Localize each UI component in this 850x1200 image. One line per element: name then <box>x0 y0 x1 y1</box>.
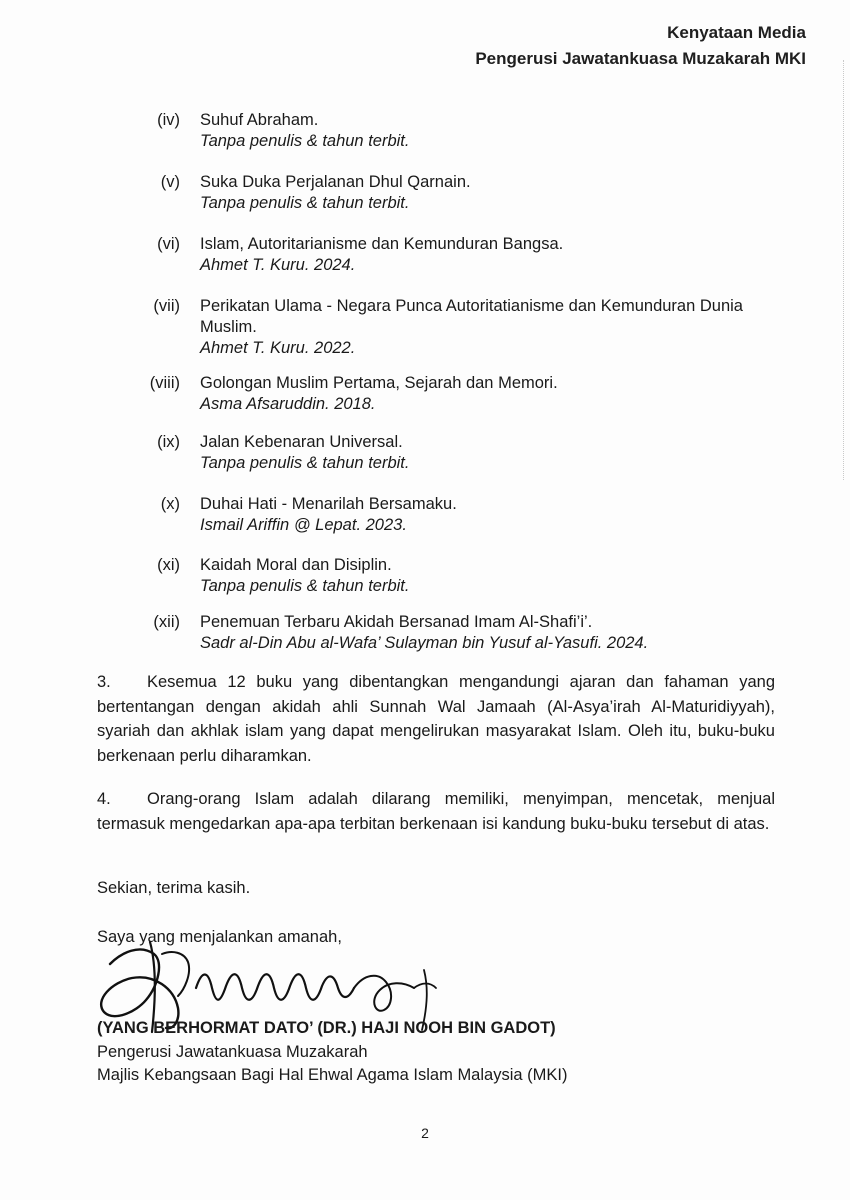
signer-organization: Majlis Kebangsaan Bagi Hal Ehwal Agama Islam Malaysia (MKI) <box>97 1066 568 1084</box>
reference-number: (iv) <box>157 111 180 129</box>
reference-number: (xii) <box>153 613 180 631</box>
document-header <box>475 20 806 72</box>
reference-title: Penemuan Terbaru Akidah Bersanad Imam Al-Shafi’i’. <box>200 613 593 631</box>
reference-title: Suka Duka Perjalanan Dhul Qarnain. <box>200 173 471 191</box>
header-subtitle: Pengerusi Jawatankuasa Muzakarah MKI <box>475 49 806 68</box>
reference-title: Kaidah Moral dan Disiplin. <box>200 556 392 574</box>
paragraph-number: 3. <box>97 673 111 691</box>
reference-author: Tanpa penulis & tahun terbit. <box>200 454 410 472</box>
closing-thanks: Sekian, terima kasih. <box>97 879 251 897</box>
reference-author: Tanpa penulis & tahun terbit. <box>200 194 410 212</box>
reference-author: Ahmet T. Kuru. 2022. <box>200 339 356 357</box>
reference-author: Ahmet T. Kuru. 2024. <box>200 256 356 274</box>
header-title: Kenyataan Media <box>667 23 806 42</box>
paragraph-number: 4. <box>97 790 111 808</box>
paragraph-4 <box>97 787 775 836</box>
reference-title: Suhuf Abraham. <box>200 111 319 129</box>
reference-number: (xi) <box>157 556 180 574</box>
signer-role: Pengerusi Jawatankuasa Muzakarah <box>97 1043 368 1061</box>
signer-name: (YANG BERHORMAT DATO’ (DR.) HAJI NOOH BIN GADOT) <box>97 1019 556 1037</box>
reference-number: (v) <box>160 173 180 191</box>
reference-number: (vi) <box>157 235 180 253</box>
closing-trust: Saya yang menjalankan amanah, <box>97 928 342 946</box>
reference-number: (viii) <box>149 374 180 392</box>
paragraph-text: Kesemua 12 buku yang dibentangkan mengandungi ajaran dan fahaman yang bertentangan dengan akidah ahli Sunnah Wal Jamaah (Al-Asya’irah Al-Maturidiyyah), syariah dan akhlak islam yang dapat mengelirukan masyarakat Islam. Oleh itu, buku-buku berkenaan perlu diharamkan. <box>97 673 775 765</box>
reference-author: Ismail Ariffin @ Lepat. 2023. <box>200 516 407 534</box>
reference-number: (x) <box>160 495 180 513</box>
reference-title: Golongan Muslim Pertama, Sejarah dan Memori. <box>200 374 558 392</box>
scan-edge-mark <box>842 60 844 480</box>
paragraph-text: Orang-orang Islam adalah dilarang memiliki, menyimpan, mencetak, menjual termasuk mengedarkan apa-apa terbitan berkenaan isi kandung buku-buku tersebut di atas. <box>97 790 775 833</box>
reference-author: Sadr al-Din Abu al-Wafa’ Sulayman bin Yusuf al-Yasufi. 2024. <box>200 634 649 652</box>
reference-author: Asma Afsaruddin. 2018. <box>200 395 376 413</box>
reference-title: Islam, Autoritarianisme dan Kemunduran Bangsa. <box>200 235 564 253</box>
reference-author: Tanpa penulis & tahun terbit. <box>200 132 410 150</box>
page-number: 2 <box>421 1125 429 1141</box>
reference-number: (vii) <box>153 297 180 315</box>
paragraph-3 <box>97 670 775 768</box>
reference-author: Tanpa penulis & tahun terbit. <box>200 577 410 595</box>
reference-title: Duhai Hati - Menarilah Bersamaku. <box>200 495 457 513</box>
reference-number: (ix) <box>157 433 180 451</box>
reference-title: Jalan Kebenaran Universal. <box>200 433 403 451</box>
reference-title: Perikatan Ulama - Negara Punca Autoritatianisme dan Kemunduran Dunia Muslim. <box>200 297 743 336</box>
